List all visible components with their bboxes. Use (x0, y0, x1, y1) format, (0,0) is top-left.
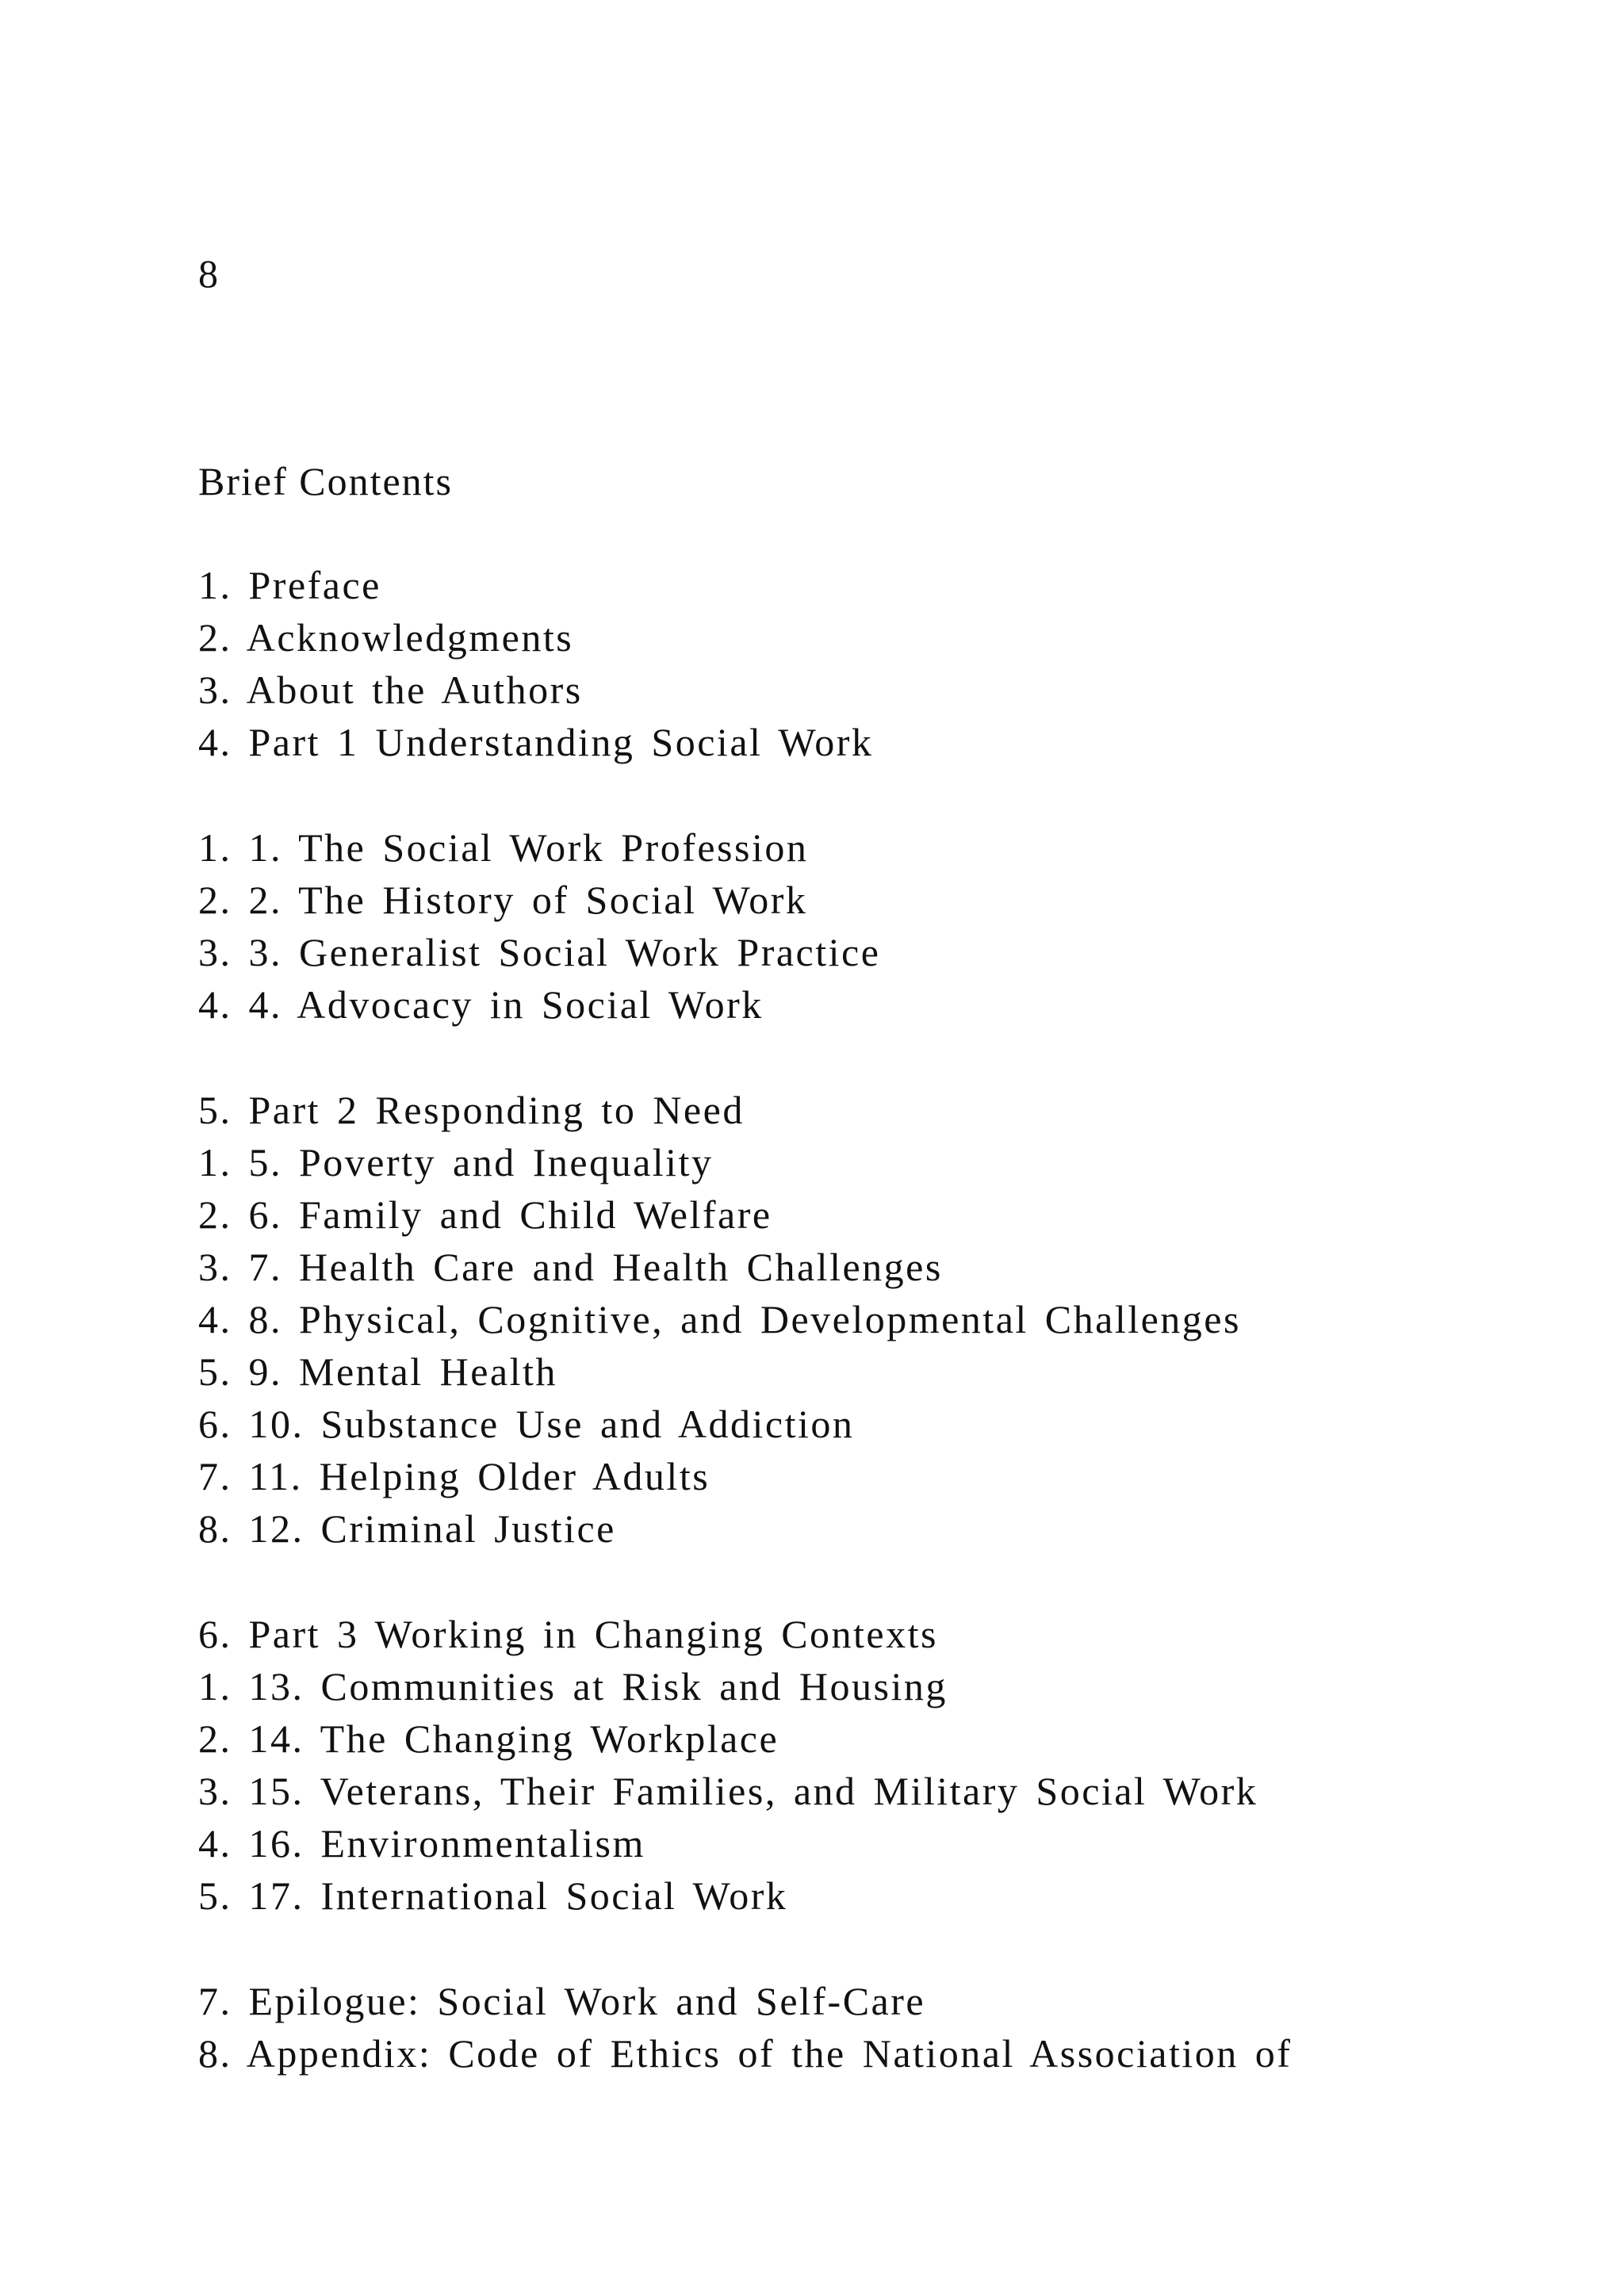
toc-entry-part-3: 6. Part 3 Working in Changing Contexts (198, 1612, 938, 1656)
toc-entry-acknowledgments: 2. Acknowledgments (198, 615, 574, 660)
toc-entry-part-1: 4. Part 1 Understanding Social Work (198, 720, 874, 764)
table-of-contents (198, 559, 1586, 2133)
toc-entry-epilogue: 7. Epilogue: Social Work and Self-Care (198, 1979, 926, 2023)
toc-entry-chapter-5: 1. 5. Poverty and Inequality (198, 1140, 714, 1184)
toc-group-part-3 (198, 1608, 1586, 1922)
toc-entry-chapter-8: 4. 8. Physical, Cognitive, and Developmental Challenges (198, 1297, 1241, 1341)
toc-entry-chapter-3: 3. 3. Generalist Social Work Practice (198, 930, 881, 974)
toc-entry-appendix: 8. Appendix: Code of Ethics of the National Association of (198, 2031, 1293, 2076)
toc-entry-chapter-15: 3. 15. Veterans, Their Families, and Military Social Work (198, 1769, 1258, 1813)
toc-entry-chapter-6: 2. 6. Family and Child Welfare (198, 1192, 772, 1237)
toc-entry-chapter-1: 1. 1. The Social Work Profession (198, 825, 809, 870)
toc-group-part-1-chapters (198, 821, 1586, 1031)
page-title: Brief Contents (198, 459, 454, 503)
toc-entry-chapter-17: 5. 17. International Social Work (198, 1873, 788, 1918)
toc-entry-chapter-9: 5. 9. Mental Health (198, 1349, 557, 1394)
toc-entry-chapter-2: 2. 2. The History of Social Work (198, 878, 808, 922)
toc-entry-about-authors: 3. About the Authors (198, 668, 583, 712)
toc-entry-chapter-11: 7. 11. Helping Older Adults (198, 1454, 710, 1498)
toc-entry-chapter-13: 1. 13. Communities at Risk and Housing (198, 1664, 948, 1709)
toc-entry-chapter-7: 3. 7. Health Care and Health Challenges (198, 1245, 943, 1289)
page-number: 8 (198, 251, 219, 296)
toc-entry-chapter-4: 4. 4. Advocacy in Social Work (198, 982, 764, 1027)
toc-entry-chapter-10: 6. 10. Substance Use and Addiction (198, 1402, 855, 1446)
toc-entry-chapter-12: 8. 12. Criminal Justice (198, 1506, 616, 1551)
toc-group-front-matter (198, 559, 1586, 768)
toc-group-part-2 (198, 1084, 1586, 1555)
toc-entry-part-2: 5. Part 2 Responding to Need (198, 1088, 745, 1132)
toc-group-back-matter (198, 1975, 1586, 2080)
toc-entry-preface: 1. Preface (198, 563, 381, 607)
toc-entry-chapter-14: 2. 14. The Changing Workplace (198, 1716, 779, 1761)
toc-entry-chapter-16: 4. 16. Environmentalism (198, 1821, 645, 1866)
